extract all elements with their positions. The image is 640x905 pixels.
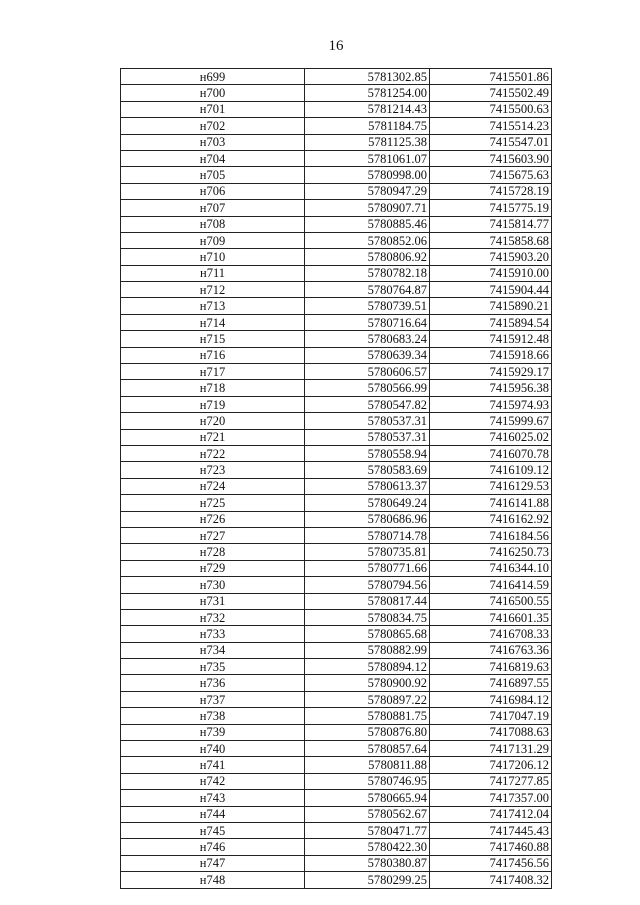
point-id-cell: н728 — [121, 544, 305, 560]
x-coordinate-cell: 5780471.77 — [305, 822, 430, 838]
x-coordinate-cell: 5780852.06 — [305, 232, 430, 248]
point-id-cell: н725 — [121, 495, 305, 511]
table-row — [121, 413, 552, 429]
point-id-cell: н719 — [121, 396, 305, 412]
x-coordinate-cell: 5780547.82 — [305, 396, 430, 412]
y-coordinate-cell: 7416070.78 — [430, 445, 552, 461]
x-coordinate-cell: 5780299.25 — [305, 872, 430, 888]
point-id-cell: н726 — [121, 511, 305, 527]
table-row — [121, 429, 552, 445]
point-id-cell: н730 — [121, 577, 305, 593]
y-coordinate-cell: 7415728.19 — [430, 183, 552, 199]
point-id-cell: н718 — [121, 380, 305, 396]
point-id-cell: н710 — [121, 249, 305, 265]
point-id-cell: н740 — [121, 741, 305, 757]
x-coordinate-cell: 5780876.80 — [305, 724, 430, 740]
x-coordinate-cell: 5781184.75 — [305, 118, 430, 134]
x-coordinate-cell: 5780746.95 — [305, 773, 430, 789]
point-id-cell: н747 — [121, 855, 305, 871]
y-coordinate-cell: 7415904.44 — [430, 282, 552, 298]
x-coordinate-cell: 5780566.99 — [305, 380, 430, 396]
y-coordinate-cell: 7417047.19 — [430, 708, 552, 724]
point-id-cell: н715 — [121, 331, 305, 347]
y-coordinate-cell: 7415858.68 — [430, 232, 552, 248]
point-id-cell: н735 — [121, 659, 305, 675]
y-coordinate-cell: 7415910.00 — [430, 265, 552, 281]
y-coordinate-cell: 7416344.10 — [430, 560, 552, 576]
coordinates-table-body — [121, 69, 552, 889]
x-coordinate-cell: 5780558.94 — [305, 445, 430, 461]
point-id-cell: н743 — [121, 790, 305, 806]
table-row — [121, 167, 552, 183]
x-coordinate-cell: 5781214.43 — [305, 101, 430, 117]
y-coordinate-cell: 7416162.92 — [430, 511, 552, 527]
x-coordinate-cell: 5780562.67 — [305, 806, 430, 822]
x-coordinate-cell: 5780583.69 — [305, 462, 430, 478]
y-coordinate-cell: 7415500.63 — [430, 101, 552, 117]
point-id-cell: н748 — [121, 872, 305, 888]
y-coordinate-cell: 7415999.67 — [430, 413, 552, 429]
x-coordinate-cell: 5780881.75 — [305, 708, 430, 724]
y-coordinate-cell: 7417206.12 — [430, 757, 552, 773]
x-coordinate-cell: 5780907.71 — [305, 200, 430, 216]
y-coordinate-cell: 7415894.54 — [430, 314, 552, 330]
y-coordinate-cell: 7415890.21 — [430, 298, 552, 314]
table-row — [121, 659, 552, 675]
y-coordinate-cell: 7415956.38 — [430, 380, 552, 396]
y-coordinate-cell: 7415502.49 — [430, 85, 552, 101]
y-coordinate-cell: 7416129.53 — [430, 478, 552, 494]
x-coordinate-cell: 5780739.51 — [305, 298, 430, 314]
table-row — [121, 495, 552, 511]
table-row — [121, 118, 552, 134]
x-coordinate-cell: 5780782.18 — [305, 265, 430, 281]
y-coordinate-cell: 7415929.17 — [430, 364, 552, 380]
y-coordinate-cell: 7416819.63 — [430, 659, 552, 675]
y-coordinate-cell: 7416184.56 — [430, 527, 552, 543]
table-row — [121, 69, 552, 85]
table-row — [121, 396, 552, 412]
x-coordinate-cell: 5781302.85 — [305, 69, 430, 85]
point-id-cell: н731 — [121, 593, 305, 609]
y-coordinate-cell: 7415775.19 — [430, 200, 552, 216]
x-coordinate-cell: 5780885.46 — [305, 216, 430, 232]
x-coordinate-cell: 5780806.92 — [305, 249, 430, 265]
y-coordinate-cell: 7417277.85 — [430, 773, 552, 789]
point-id-cell: н745 — [121, 822, 305, 838]
y-coordinate-cell: 7417408.32 — [430, 872, 552, 888]
x-coordinate-cell: 5780714.78 — [305, 527, 430, 543]
y-coordinate-cell: 7416763.36 — [430, 642, 552, 658]
x-coordinate-cell: 5780771.66 — [305, 560, 430, 576]
y-coordinate-cell: 7417412.04 — [430, 806, 552, 822]
x-coordinate-cell: 5780537.31 — [305, 413, 430, 429]
x-coordinate-cell: 5780794.56 — [305, 577, 430, 593]
y-coordinate-cell: 7415974.93 — [430, 396, 552, 412]
y-coordinate-cell: 7416250.73 — [430, 544, 552, 560]
table-row — [121, 724, 552, 740]
point-id-cell: н705 — [121, 167, 305, 183]
y-coordinate-cell: 7415814.77 — [430, 216, 552, 232]
table-row — [121, 790, 552, 806]
table-row — [121, 773, 552, 789]
y-coordinate-cell: 7415547.01 — [430, 134, 552, 150]
point-id-cell: н724 — [121, 478, 305, 494]
table-row — [121, 134, 552, 150]
y-coordinate-cell: 7417456.56 — [430, 855, 552, 871]
table-row — [121, 364, 552, 380]
table-row — [121, 265, 552, 281]
table-row — [121, 183, 552, 199]
table-row — [121, 249, 552, 265]
point-id-cell: н723 — [121, 462, 305, 478]
x-coordinate-cell: 5780857.64 — [305, 741, 430, 757]
coordinates-table — [120, 68, 552, 889]
table-row — [121, 577, 552, 593]
x-coordinate-cell: 5780537.31 — [305, 429, 430, 445]
x-coordinate-cell: 5781254.00 — [305, 85, 430, 101]
point-id-cell: н699 — [121, 69, 305, 85]
point-id-cell: н742 — [121, 773, 305, 789]
table-row — [121, 445, 552, 461]
x-coordinate-cell: 5780834.75 — [305, 609, 430, 625]
table-row — [121, 691, 552, 707]
x-coordinate-cell: 5780817.44 — [305, 593, 430, 609]
table-row — [121, 642, 552, 658]
point-id-cell: н736 — [121, 675, 305, 691]
table-row — [121, 527, 552, 543]
table-row — [121, 741, 552, 757]
point-id-cell: н709 — [121, 232, 305, 248]
y-coordinate-cell: 7416984.12 — [430, 691, 552, 707]
x-coordinate-cell: 5780947.29 — [305, 183, 430, 199]
x-coordinate-cell: 5781125.38 — [305, 134, 430, 150]
y-coordinate-cell: 7415675.63 — [430, 167, 552, 183]
x-coordinate-cell: 5780665.94 — [305, 790, 430, 806]
table-row — [121, 462, 552, 478]
table-row — [121, 822, 552, 838]
point-id-cell: н727 — [121, 527, 305, 543]
y-coordinate-cell: 7416025.02 — [430, 429, 552, 445]
table-row — [121, 380, 552, 396]
point-id-cell: н707 — [121, 200, 305, 216]
table-row — [121, 282, 552, 298]
point-id-cell: н738 — [121, 708, 305, 724]
point-id-cell: н746 — [121, 839, 305, 855]
point-id-cell: н737 — [121, 691, 305, 707]
table-row — [121, 200, 552, 216]
table-row — [121, 872, 552, 888]
y-coordinate-cell: 7417460.88 — [430, 839, 552, 855]
x-coordinate-cell: 5780735.81 — [305, 544, 430, 560]
x-coordinate-cell: 5780606.57 — [305, 364, 430, 380]
table-row — [121, 626, 552, 642]
y-coordinate-cell: 7416601.35 — [430, 609, 552, 625]
y-coordinate-cell: 7415903.20 — [430, 249, 552, 265]
point-id-cell: н721 — [121, 429, 305, 445]
x-coordinate-cell: 5780380.87 — [305, 855, 430, 871]
y-coordinate-cell: 7417131.29 — [430, 741, 552, 757]
point-id-cell: н706 — [121, 183, 305, 199]
point-id-cell: н720 — [121, 413, 305, 429]
x-coordinate-cell: 5780998.00 — [305, 167, 430, 183]
point-id-cell: н734 — [121, 642, 305, 658]
y-coordinate-cell: 7416414.59 — [430, 577, 552, 593]
y-coordinate-cell: 7417357.00 — [430, 790, 552, 806]
table-row — [121, 314, 552, 330]
y-coordinate-cell: 7416500.55 — [430, 593, 552, 609]
x-coordinate-cell: 5780716.64 — [305, 314, 430, 330]
y-coordinate-cell: 7415501.86 — [430, 69, 552, 85]
y-coordinate-cell: 7415918.66 — [430, 347, 552, 363]
y-coordinate-cell: 7417088.63 — [430, 724, 552, 740]
point-id-cell: н739 — [121, 724, 305, 740]
x-coordinate-cell: 5780683.24 — [305, 331, 430, 347]
table-row — [121, 675, 552, 691]
point-id-cell: н708 — [121, 216, 305, 232]
x-coordinate-cell: 5781061.07 — [305, 150, 430, 166]
table-row — [121, 757, 552, 773]
x-coordinate-cell: 5780811.88 — [305, 757, 430, 773]
point-id-cell: н703 — [121, 134, 305, 150]
y-coordinate-cell: 7416708.33 — [430, 626, 552, 642]
table-row — [121, 101, 552, 117]
table-row — [121, 232, 552, 248]
point-id-cell: н722 — [121, 445, 305, 461]
x-coordinate-cell: 5780613.37 — [305, 478, 430, 494]
table-row — [121, 806, 552, 822]
point-id-cell: н702 — [121, 118, 305, 134]
x-coordinate-cell: 5780865.68 — [305, 626, 430, 642]
table-row — [121, 298, 552, 314]
x-coordinate-cell: 5780686.96 — [305, 511, 430, 527]
table-row — [121, 593, 552, 609]
point-id-cell: н716 — [121, 347, 305, 363]
y-coordinate-cell: 7416109.12 — [430, 462, 552, 478]
table-row — [121, 85, 552, 101]
point-id-cell: н704 — [121, 150, 305, 166]
point-id-cell: н729 — [121, 560, 305, 576]
x-coordinate-cell: 5780894.12 — [305, 659, 430, 675]
x-coordinate-cell: 5780639.34 — [305, 347, 430, 363]
y-coordinate-cell: 7417445.43 — [430, 822, 552, 838]
table-row — [121, 331, 552, 347]
table-row — [121, 216, 552, 232]
y-coordinate-cell: 7415603.90 — [430, 150, 552, 166]
table-row — [121, 544, 552, 560]
point-id-cell: н714 — [121, 314, 305, 330]
point-id-cell: н732 — [121, 609, 305, 625]
point-id-cell: н744 — [121, 806, 305, 822]
x-coordinate-cell: 5780422.30 — [305, 839, 430, 855]
x-coordinate-cell: 5780764.87 — [305, 282, 430, 298]
page-number: 16 — [328, 38, 344, 54]
x-coordinate-cell: 5780897.22 — [305, 691, 430, 707]
table-row — [121, 478, 552, 494]
y-coordinate-cell: 7416897.55 — [430, 675, 552, 691]
table-row — [121, 855, 552, 871]
point-id-cell: н733 — [121, 626, 305, 642]
point-id-cell: н701 — [121, 101, 305, 117]
point-id-cell: н700 — [121, 85, 305, 101]
point-id-cell: н711 — [121, 265, 305, 281]
point-id-cell: н717 — [121, 364, 305, 380]
y-coordinate-cell: 7415912.48 — [430, 331, 552, 347]
table-row — [121, 150, 552, 166]
x-coordinate-cell: 5780900.92 — [305, 675, 430, 691]
table-row — [121, 347, 552, 363]
x-coordinate-cell: 5780649.24 — [305, 495, 430, 511]
table-row — [121, 560, 552, 576]
table-row — [121, 708, 552, 724]
y-coordinate-cell: 7415514.23 — [430, 118, 552, 134]
point-id-cell: н713 — [121, 298, 305, 314]
table-row — [121, 511, 552, 527]
table-row — [121, 609, 552, 625]
point-id-cell: н712 — [121, 282, 305, 298]
x-coordinate-cell: 5780882.99 — [305, 642, 430, 658]
y-coordinate-cell: 7416141.88 — [430, 495, 552, 511]
table-row — [121, 839, 552, 855]
point-id-cell: н741 — [121, 757, 305, 773]
